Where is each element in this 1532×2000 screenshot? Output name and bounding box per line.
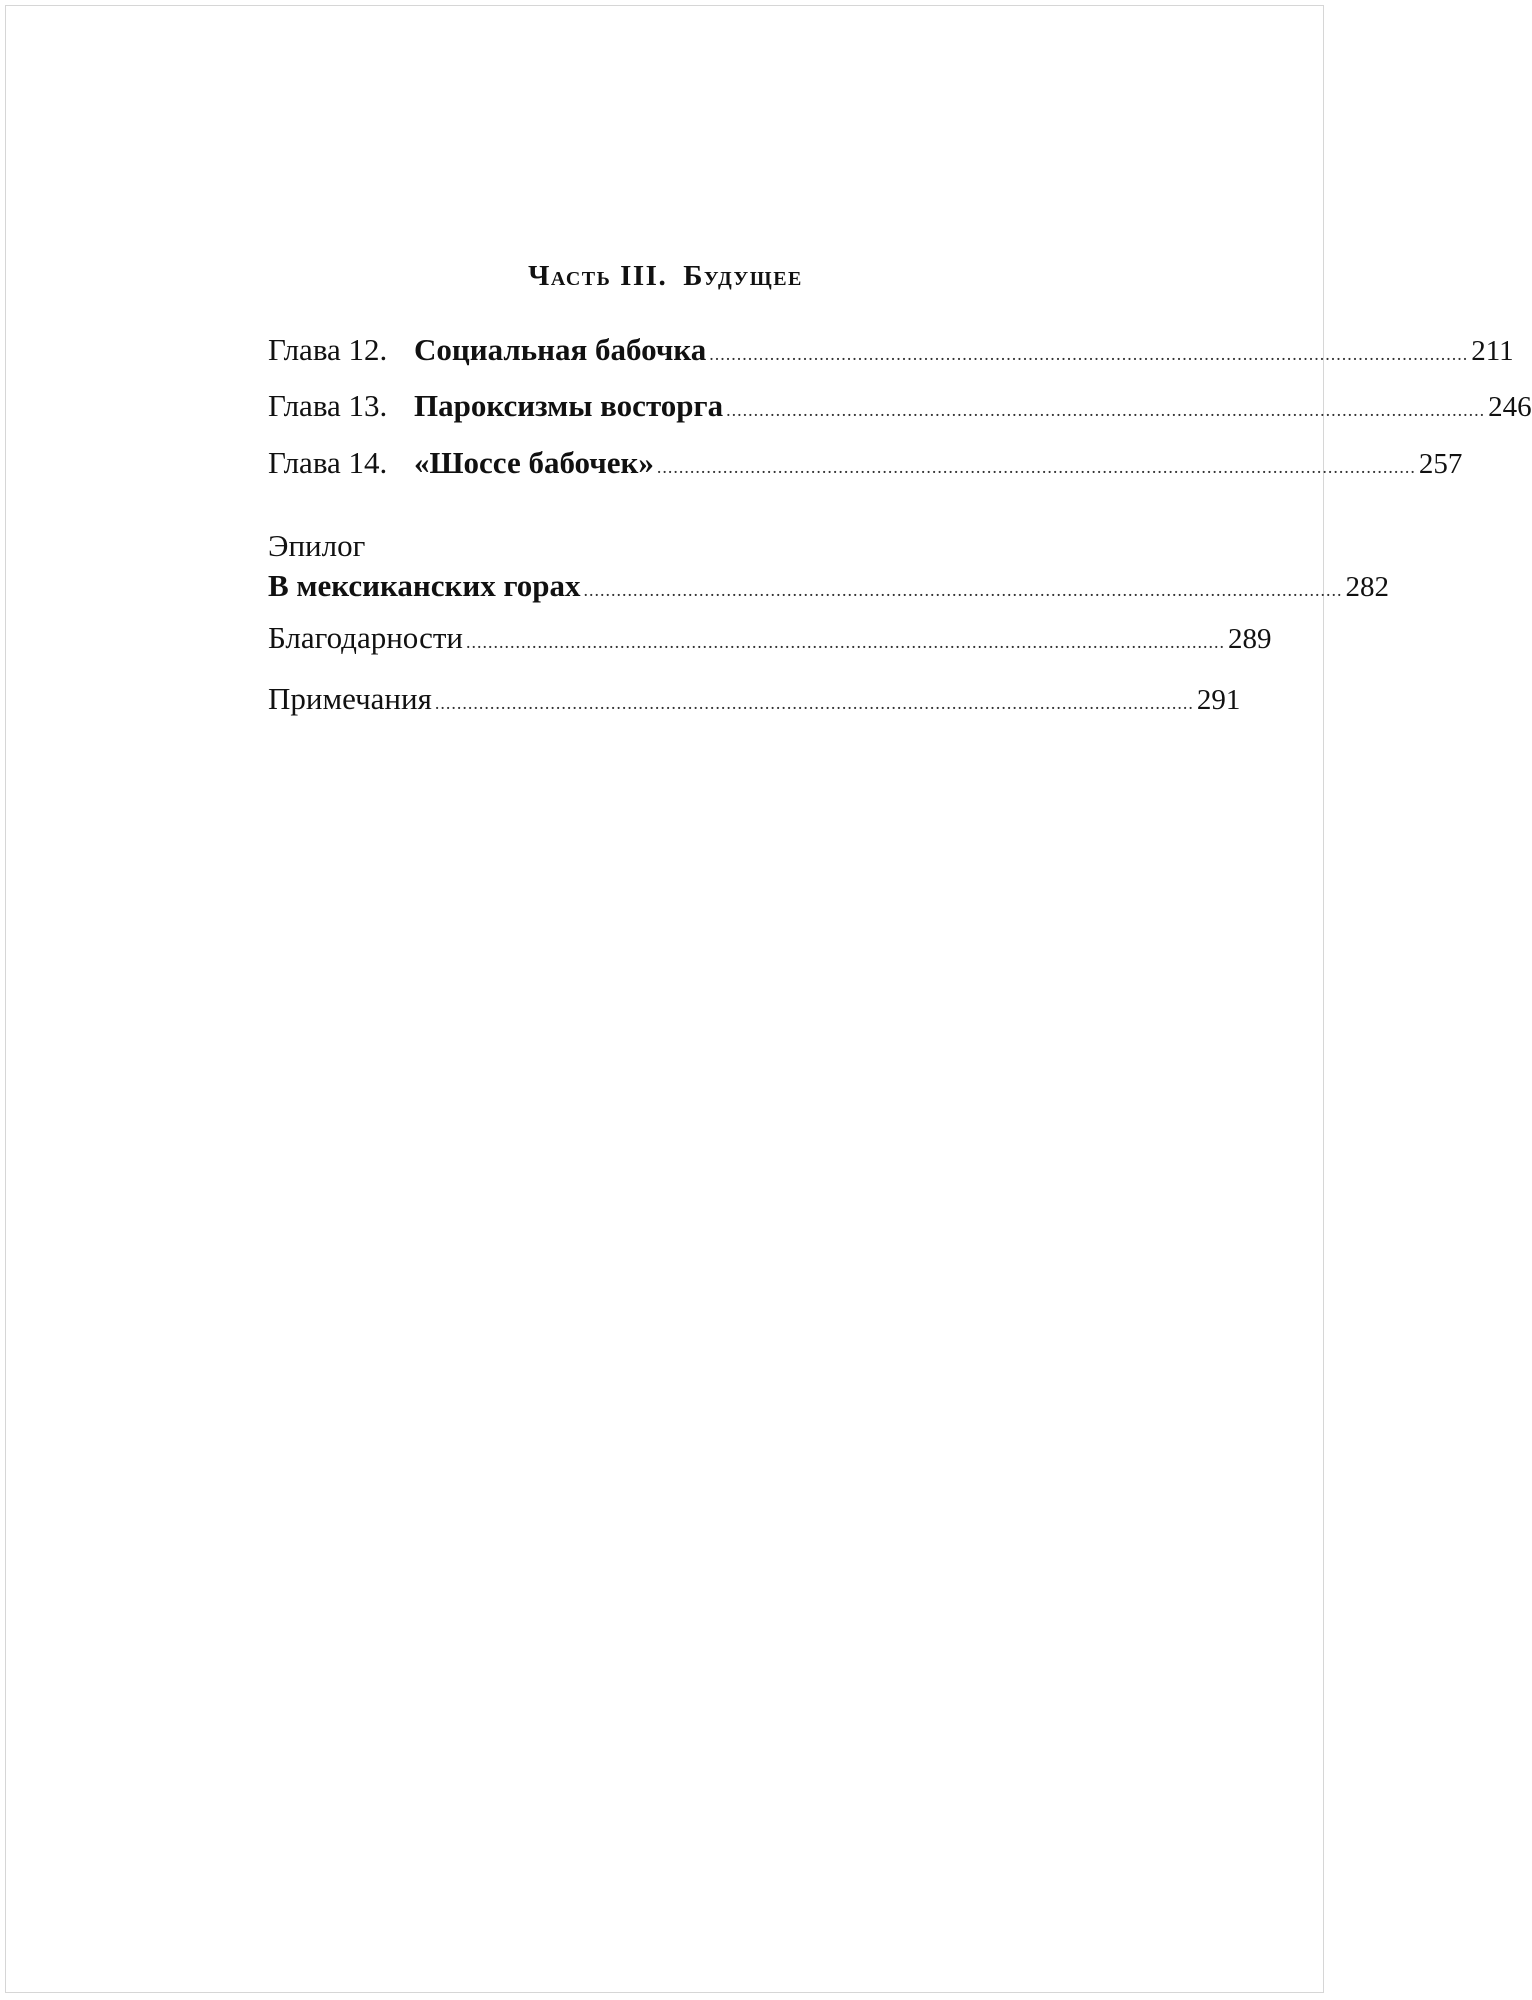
dot-leader: .......................................................................................................................................... xyxy=(434,693,1194,713)
chapter-label: Глава 13. xyxy=(268,388,388,423)
page-number: 282 xyxy=(1345,571,1390,603)
chapter-label: Глава 14. xyxy=(268,445,388,480)
dot-leader: .......................................................................................................................................... xyxy=(726,400,1486,420)
toc-entry-acknowledgements[interactable] xyxy=(268,618,1272,662)
page-number: 211 xyxy=(1471,335,1514,367)
page-number: 257 xyxy=(1418,448,1463,480)
acknowledgements-title: Благодарности xyxy=(268,620,463,655)
dot-leader: .......................................................................................................................................... xyxy=(709,344,1469,364)
toc-entry-chapter-12[interactable] xyxy=(268,330,1514,374)
page-frame xyxy=(5,5,1324,1993)
chapter-label: Глава 12. xyxy=(268,332,388,367)
epilogue-label: Эпилог xyxy=(268,528,366,563)
part-heading xyxy=(0,260,1331,293)
toc-entry-notes[interactable] xyxy=(268,679,1241,723)
toc-entry-chapter-13[interactable] xyxy=(268,386,1532,430)
page-number: 289 xyxy=(1227,623,1272,655)
epilogue-title: В мексиканских горах xyxy=(268,568,581,603)
dot-leader: .......................................................................................................................................... xyxy=(583,580,1343,600)
part-number: Часть III. xyxy=(528,260,668,292)
dot-leader: .......................................................................................................................................... xyxy=(465,632,1225,652)
chapter-title: Пароксизмы восторга xyxy=(414,388,724,423)
page-number: 291 xyxy=(1196,684,1241,716)
part-title: Будущее xyxy=(683,260,803,292)
notes-title: Примечания xyxy=(268,681,432,716)
page-number: 246 xyxy=(1488,391,1532,423)
chapter-title: «Шоссе бабочек» xyxy=(414,445,654,480)
chapter-title: Социальная бабочка xyxy=(414,332,707,367)
dot-leader: .......................................................................................................................................... xyxy=(656,457,1416,477)
toc-entry-chapter-14[interactable] xyxy=(268,443,1463,487)
toc-entry-epilogue[interactable] xyxy=(268,566,1390,610)
